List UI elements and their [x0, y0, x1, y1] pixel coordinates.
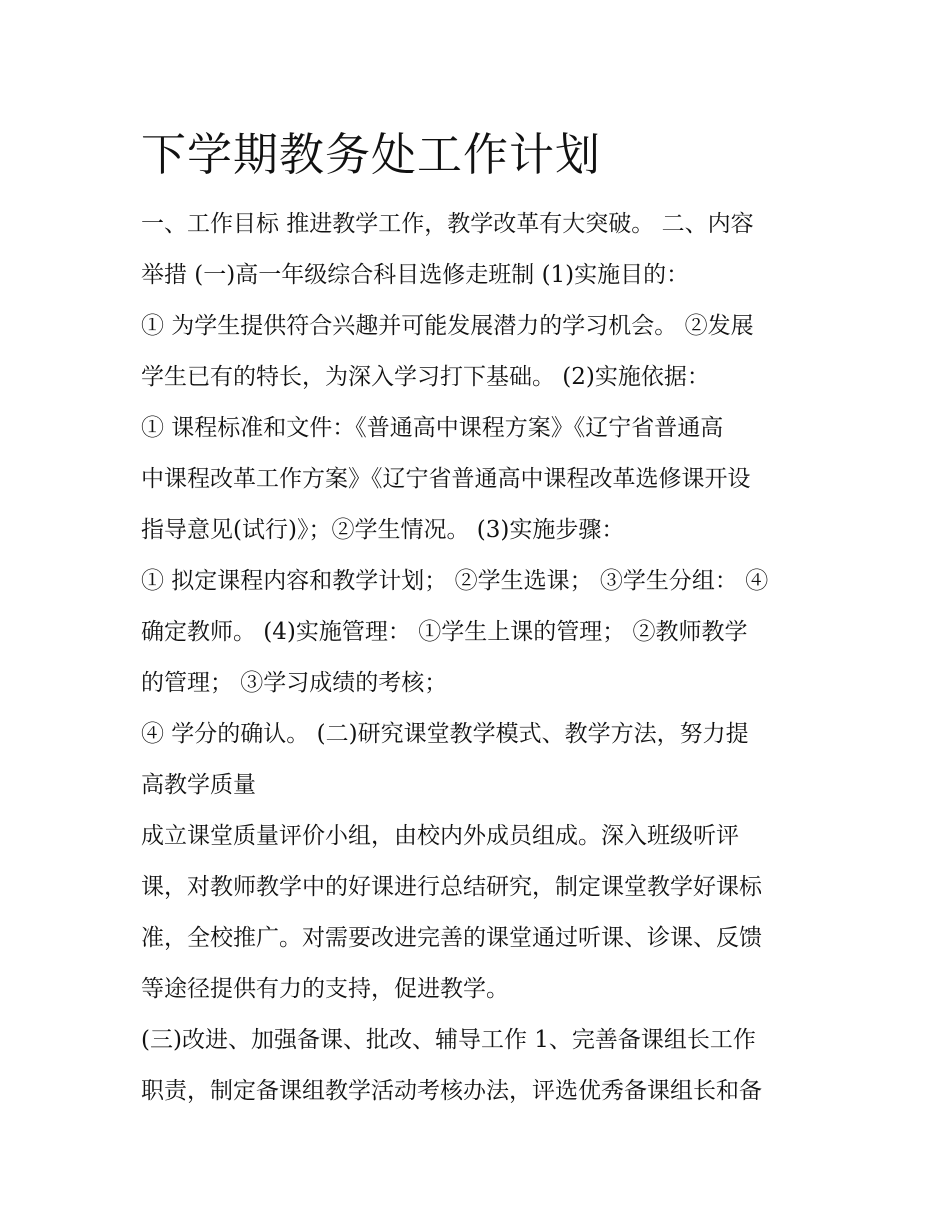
- body-line: 职责，制定备课组教学活动考核办法，评选优秀备课组长和备: [141, 1078, 762, 1104]
- body-line: 指导意见(试行)》；②学生情况。 (3)实施步骤：: [141, 517, 625, 543]
- body-line: 成立课堂质量评价小组，由校内外成员组成。深入班级听评: [141, 823, 739, 849]
- body-line: ① 为学生提供符合兴趣并可能发展潜力的学习机会。 ②发展: [141, 313, 754, 339]
- body-line: 学生已有的特长，为深入学习打下基础。 (2)实施依据：: [141, 364, 710, 390]
- body-line: 的管理； ③学习成绩的考核；: [141, 670, 448, 696]
- body-line: 课，对教师教学中的好课进行总结研究，制定课堂教学好课标: [141, 874, 762, 900]
- body-line: 高教学质量: [141, 772, 256, 798]
- document-title: 下学期教务处工作计划: [141, 128, 602, 181]
- body-line: ① 课程标准和文件：《普通高中课程方案》《辽宁省普通高: [141, 415, 724, 441]
- body-line: 举措 (一)高一年级综合科目选修走班制 (1)实施目的：: [141, 262, 690, 288]
- body-line: ① 拟定课程内容和教学计划； ②学生选课； ③学生分组： ④: [141, 568, 769, 594]
- body-line: 等途径提供有力的支持，促进教学。: [141, 976, 509, 1002]
- body-line: 一、工作目标 推进教学工作，教学改革有大突破。 二、内容: [141, 211, 754, 237]
- document-body: [141, 199, 821, 1117]
- body-line: 中课程改革工作方案》《辽宁省普通高中课程改革选修课开设: [141, 466, 751, 492]
- body-line: (三)改进、加强备课、批改、辅导工作 1、完善备课组长工作: [141, 1027, 756, 1053]
- body-line: 确定教师。 (4)实施管理： ①学生上课的管理； ②教师教学: [141, 619, 748, 645]
- body-line: 准，全校推广。对需要改进完善的课堂通过听课、诊课、反馈: [141, 925, 762, 951]
- body-line: ④ 学分的确认。 (二)研究课堂教学模式、教学方法，努力提: [141, 721, 749, 747]
